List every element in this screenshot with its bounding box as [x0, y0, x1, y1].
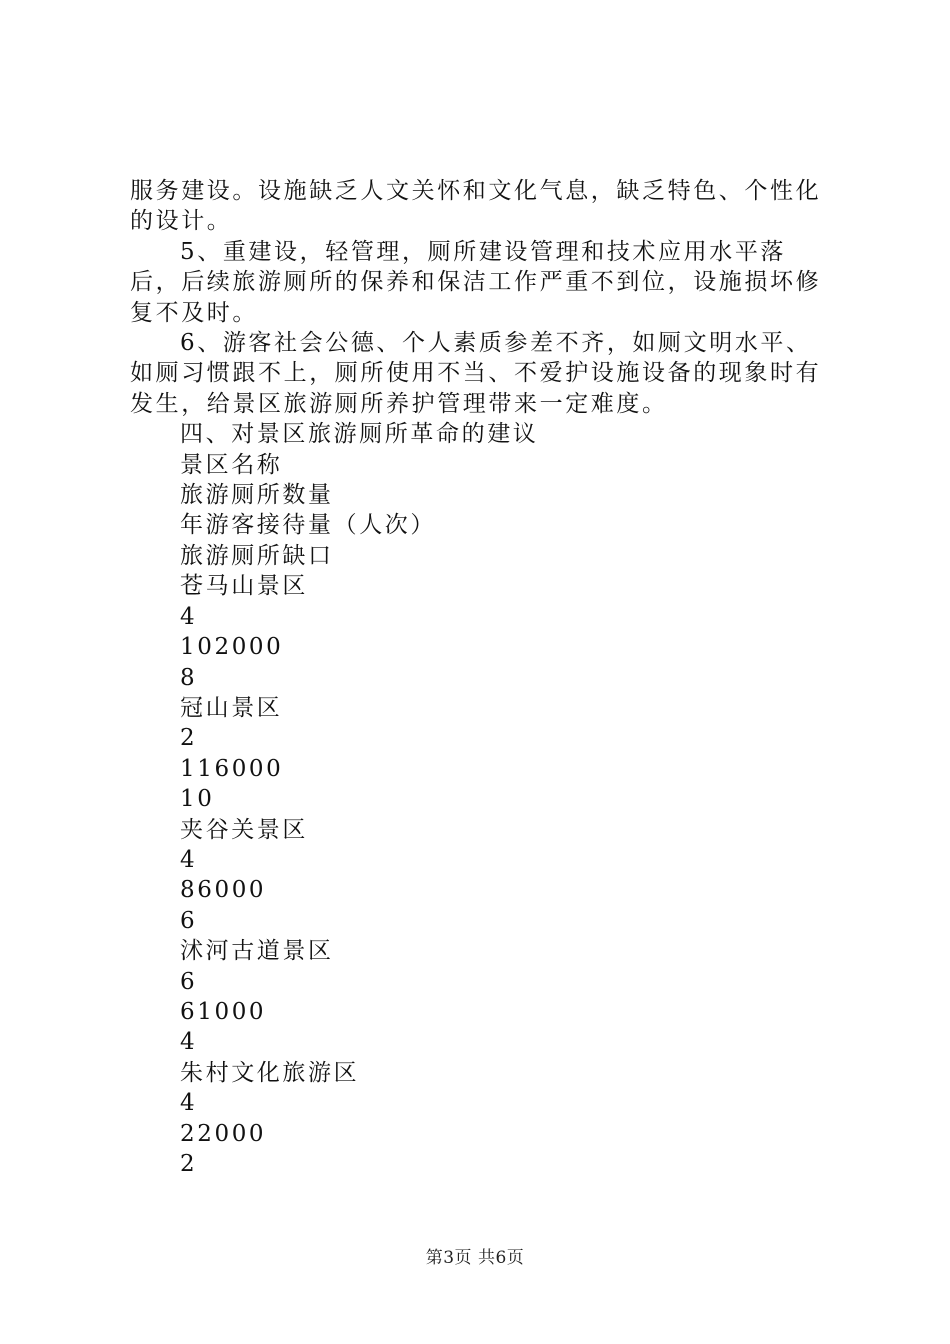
table-cell: 8 — [180, 664, 198, 691]
scenic-area-table — [130, 450, 830, 1180]
table-cell: 苍马山景区 — [180, 573, 308, 600]
table-cell: 116000 — [180, 755, 284, 782]
table-header-cell: 景区名称 — [180, 451, 283, 478]
section-heading: 四、对景区旅游厕所革命的建议 — [180, 421, 539, 448]
table-cell: 夹谷关景区 — [180, 816, 308, 843]
paragraph-0: 服务建设。设施缺乏人文关怀和文化气息，缺乏特色、个性化的设计。 — [130, 178, 822, 235]
table-cell: 6 — [180, 907, 198, 934]
table-cell: 朱村文化旅游区 — [180, 1059, 360, 1086]
table-cell: 6 — [180, 968, 198, 995]
page-footer: 第3页 共6页 — [425, 1248, 525, 1268]
table-header-cell: 旅游厕所数量 — [180, 482, 334, 509]
table-cell: 4 — [180, 603, 198, 630]
table-cell: 102000 — [180, 634, 284, 661]
table-cell: 2 — [180, 725, 198, 752]
table-cell: 4 — [180, 846, 198, 873]
table-cell: 4 — [180, 1029, 198, 1056]
table-cell: 10 — [180, 786, 215, 813]
table-cell: 2 — [180, 1151, 198, 1177]
table-cell: 4 — [180, 1090, 198, 1117]
document-body — [130, 176, 830, 1179]
paragraph-2: 6、游客社会公德、个人素质参差不齐，如厕文明水平、如厕习惯跟不上，厕所使用不当、不爱护设施设备的现象时有发生，给景区旅游厕所养护管理带来一定难度。 — [130, 330, 822, 417]
table-header-cell: 年游客接待量（人次） — [180, 512, 436, 539]
paragraph-1: 5、重建设，轻管理，厕所建设管理和技术应用水平落后，后续旅游厕所的保养和保洁工作严重不到位，设施损坏修复不及时。 — [130, 238, 822, 326]
table-header-cell: 旅游厕所缺口 — [180, 542, 334, 569]
table-cell: 沭河古道景区 — [180, 938, 334, 965]
table-cell: 22000 — [180, 1120, 267, 1147]
table-cell: 86000 — [180, 877, 267, 904]
table-cell: 冠山景区 — [180, 694, 283, 721]
table-cell: 61000 — [180, 998, 267, 1025]
